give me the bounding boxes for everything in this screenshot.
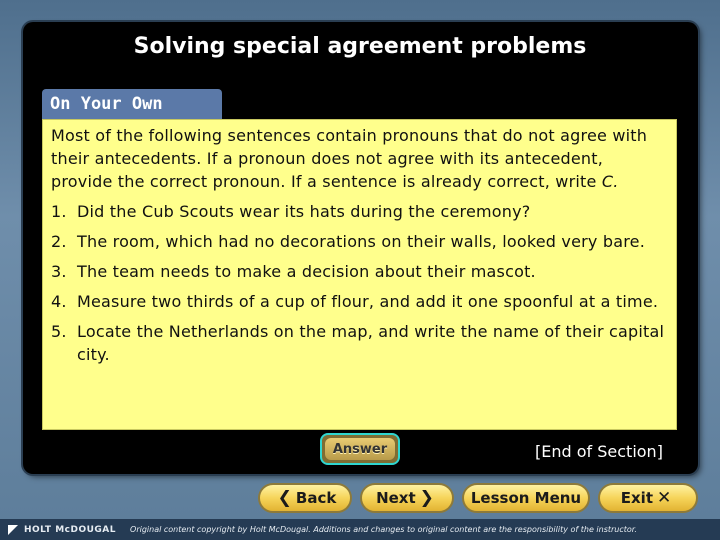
instructions-text: Most of the following sentences contain pronouns that do not agree with their antecedents. If a pronoun does not agree with its antecedent, provide the correct pronoun. If a sentence is already correct, write: [51, 126, 648, 191]
close-icon: ✕: [656, 488, 672, 508]
exit-label: Exit: [620, 489, 653, 507]
logo-mark-icon: [8, 525, 20, 535]
item-number: 1.: [51, 202, 67, 221]
list-item: [51, 320, 668, 366]
exercise-panel: [42, 119, 677, 430]
lesson-menu-button[interactable]: [462, 483, 590, 513]
answer-button[interactable]: [320, 433, 400, 465]
item-number: 3.: [51, 262, 67, 281]
on-your-own-tab: On Your Own: [42, 89, 222, 121]
logo-text: HOLT McDOUGAL: [24, 524, 117, 535]
list-item: [51, 290, 668, 313]
slide-title: Solving special agreement problems: [133, 34, 587, 59]
lesson-menu-label: Lesson Menu: [470, 489, 582, 507]
instructions: [51, 124, 668, 193]
item-text: The team needs to make a decision about their mascot.: [77, 262, 536, 281]
back-label: Back: [295, 489, 337, 507]
copyright-note: Original content copyright by Holt McDougal. Additions and changes to original content are the responsibility of the instructor.: [130, 525, 637, 534]
item-text: Locate the Netherlands on the map, and write the name of their capital city.: [77, 322, 665, 364]
list-item: [51, 200, 668, 223]
chevron-right-icon: ❯: [419, 488, 434, 508]
list-item: [51, 230, 668, 253]
back-button[interactable]: [258, 483, 352, 513]
answer-label: Answer: [325, 438, 395, 460]
footer: [0, 519, 720, 540]
end-of-section-label: [End of Section]: [535, 442, 663, 461]
instructions-c: C.: [601, 172, 619, 191]
item-text: The room, which had no decorations on their walls, looked very bare.: [77, 232, 645, 251]
list-item: [51, 260, 668, 283]
item-text: Measure two thirds of a cup of flour, and add it one spoonful at a time.: [77, 292, 659, 311]
item-number: 4.: [51, 292, 67, 311]
next-button[interactable]: [360, 483, 454, 513]
item-text: Did the Cub Scouts wear its hats during the ceremony?: [77, 202, 531, 221]
holt-mcdougal-logo: [8, 525, 116, 535]
item-number: 2.: [51, 232, 67, 251]
next-label: Next: [376, 489, 416, 507]
exit-button[interactable]: [598, 483, 698, 513]
chevron-left-icon: ❮: [277, 488, 292, 508]
item-number: 5.: [51, 322, 67, 341]
